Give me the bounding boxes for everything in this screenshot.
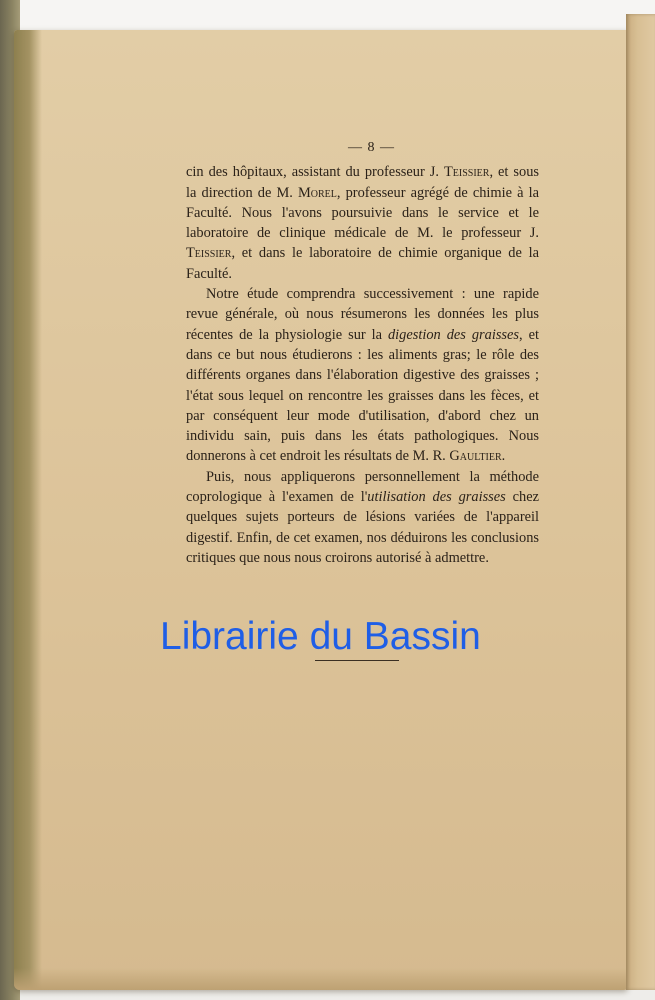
page-number: — 8 — bbox=[348, 140, 395, 155]
page-text-block bbox=[186, 138, 539, 568]
closing-rule bbox=[315, 660, 399, 661]
author-name: Gaultier bbox=[449, 448, 502, 465]
page-edge-wear bbox=[14, 968, 628, 990]
text-run: Puis, nous appliquerons personnellement la méthode coprologique à l'examen de l' bbox=[186, 468, 539, 506]
next-page-edge bbox=[626, 14, 655, 990]
body-text bbox=[186, 162, 539, 568]
seller-watermark: Librairie du Bassin bbox=[160, 615, 481, 658]
text-run: . bbox=[501, 448, 506, 465]
author-name: Teissier bbox=[186, 245, 232, 262]
page-gutter-shadow bbox=[14, 30, 42, 990]
text-run: chez quelques sujets porteurs de lésions variées de l'appareil digestif. Enfin, de cet examen, nos déduirons les conclusions critiques que nous nous croirons autorisé à admettre. bbox=[186, 489, 539, 566]
text-run: , et dans ce but nous étudierons : les aliments gras; le rôle des différents organes dans l'élaboration digestive des graisses ; l'état sous lequel on rencontre les graisses dans les fèces, et par conséquent leur mode d'utilisation, d'abord chez un individu sain, puis dans les états pathologiques. Nous donnerons à cet endroit les résultats de M. R. bbox=[186, 326, 539, 465]
author-name: Morel bbox=[297, 184, 337, 201]
author-name: Teissier bbox=[443, 164, 490, 181]
paragraph bbox=[186, 162, 539, 284]
text-run: cin des hôpitaux, assistant du professeur J. bbox=[186, 164, 444, 181]
text-run: , et dans le laboratoire de chimie organique de la Faculté. bbox=[186, 245, 539, 282]
text-run: , professeur agrégé de chimie à la Faculté. Nous l'avons poursuivie dans le service et le laboratoire de clinique médicale de M. le professeur J. bbox=[186, 184, 539, 242]
emphasis-text: utilisation des graisses bbox=[367, 489, 506, 506]
text-run: , et sous la direction de M. bbox=[186, 164, 539, 201]
paragraph bbox=[186, 467, 539, 568]
emphasis-text: digestion des graisses bbox=[387, 326, 520, 343]
paragraph bbox=[186, 284, 539, 467]
text-run: Notre étude comprendra successivement : une rapide revue générale, où nous résumerons les données les plus récentes de la physiologie sur la bbox=[186, 286, 539, 343]
